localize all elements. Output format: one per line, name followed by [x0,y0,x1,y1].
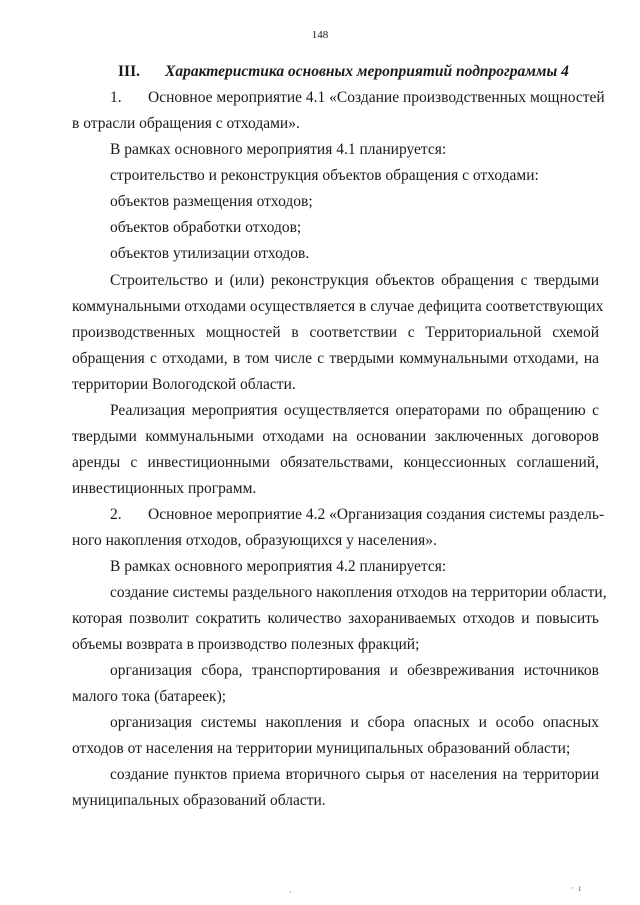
scan-speck: · [289,887,292,897]
paragraph-line: инвестиционных программ. [72,480,257,497]
paragraph-line: твердыми коммунальными отходами на основании заключенных договоров [72,428,599,445]
list-line: строительство и реконструкция объектов обращения с отходами: [110,167,539,184]
text-line: в отрасли обращения с отходами». [72,115,300,132]
paragraph-line: аренды с инвестиционными обязательствами, концессионных соглашений, [72,454,599,471]
paragraph-line: производственных мощностей в соответствии с Территориальной схемой [72,324,599,341]
paragraph-line: создание системы раздельного накопления отходов на территории области, [110,584,607,601]
paragraph-line: создание пунктов приема вторичного сырья от населения на территории [110,766,599,783]
section-heading-title: Характеристика основных мероприятий подпрограммы 4 [165,63,569,80]
scan-speck: · ı [571,883,581,893]
page-number: 148 [311,29,329,41]
paragraph-line: объемы возврата в производство полезных фракций; [72,636,420,653]
item-4-2-title-text: Основное мероприятие 4.2 «Организация создания системы раздель- [148,506,605,523]
item-number: 2. [110,506,122,523]
paragraph-line: Реализация мероприятия осуществляется операторами по обращению с [110,402,599,419]
text-line: ного накопления отходов, образующихся у населения». [72,532,437,549]
paragraph-line: которая позволит сократить количество захораниваемых отходов и повысить [72,610,599,627]
paragraph-line: коммунальными отходами осуществляется в случае дефицита соответствующих [72,298,604,315]
text-line: В рамках основного мероприятия 4.1 планируется: [110,141,447,158]
paragraph-line: обращения с отходами, в том числе с твердыми коммунальными отходами, на [72,350,599,367]
paragraph-line: организация системы накопления и сбора опасных и особо опасных [110,714,599,731]
paragraph-line: малого тока (батареек); [72,688,227,705]
item-4-2-first-line [110,506,605,524]
list-line: объектов размещения отходов; [110,193,313,210]
list-line: объектов обработки отходов; [110,219,302,236]
list-line: объектов утилизации отходов. [110,245,310,262]
item-4-1-first-line [110,89,605,107]
paragraph-line: территории Вологодской области. [72,376,296,393]
text-line: В рамках основного мероприятия 4.2 планируется: [110,558,447,575]
section-heading [118,63,569,81]
paragraph-line: Строительство и (или) реконструкция объектов обращения с твердыми [110,272,599,289]
paragraph-line: муниципальных образований области. [72,792,326,809]
section-heading-number: III. [118,63,140,80]
paragraph-line: организация сбора, транспортирования и обезвреживания источников [110,662,599,679]
paragraph-line: отходов от населения на территории муниципальных образований области; [72,740,571,757]
item-number: 1. [110,89,122,106]
item-4-1-title-text: Основное мероприятие 4.1 «Создание производственных мощностей [148,89,605,106]
